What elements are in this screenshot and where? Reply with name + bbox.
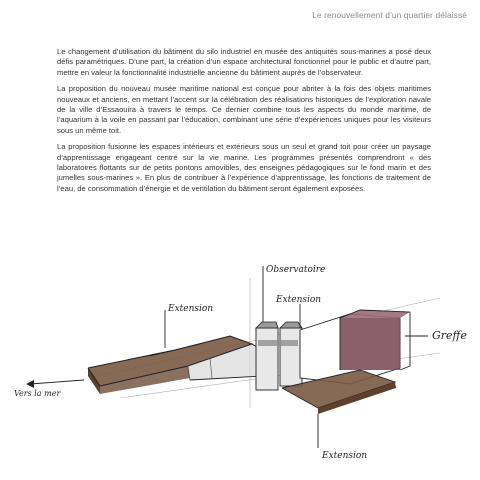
label-extension-left: Extension [168,304,214,314]
label-greffe: Greffe [432,329,467,342]
silo-cylinders [256,322,302,390]
paragraph: La proposition du nouveau musée maritime national est conçue pour abriter à la fois des objets maritimes nouveaux et anciens, en mettant l’accent sur la célébration des réalisations historiques de l’exploration navale de la ville d’Essaouira à travers le temps. Ce dernier combine tous les aspects du monde maritime, de l’aquarium à la voile en passant par l’éducation, combinant une série d’expériences uniques pour les visiteurs sous un même toit. [57,84,431,135]
running-header: Le renouvellement d’un quartier délaissé [312,10,467,20]
paragraph: La proposition fusionne les espaces intérieurs et extérieurs sous un seul et grand toit pour créer un paysage d’apprentissage engageant centré sur la vie marine. Les programmes présentés comprendront « des laboratoires flottants sur de petits pontons amovibles, des enseignes pédagogiques sur le fond marin et des jumelles sous-marines ». En plus de contribuer à l’expérience d’apprentissage, les fonctions de traitement de l’eau, de consommation d’énergie et de ventilation du bâtiment seront également exposées. [57,142,431,193]
label-extension-top: Extension [276,295,322,305]
paragraph: Le changement d’utilisation du bâtiment du silo industriel en musée des antiquités sous-marines a posé deux défis paramétriques. D’une part, la création d’un espace architectural fonctionnel pour le public et d’autre part, mettre en valeur la fonctionnalité industrielle ancienne du bâtiment auprès de l’observateur. [57,47,431,77]
architectural-sketch [0,258,480,480]
body-text [57,47,431,200]
label-extension-bottom: Extension [322,451,368,461]
label-vers-la-mer: Vers la mer [14,389,61,398]
arrow-icon [26,380,34,388]
label-observatoire: Observatoire [266,265,326,275]
